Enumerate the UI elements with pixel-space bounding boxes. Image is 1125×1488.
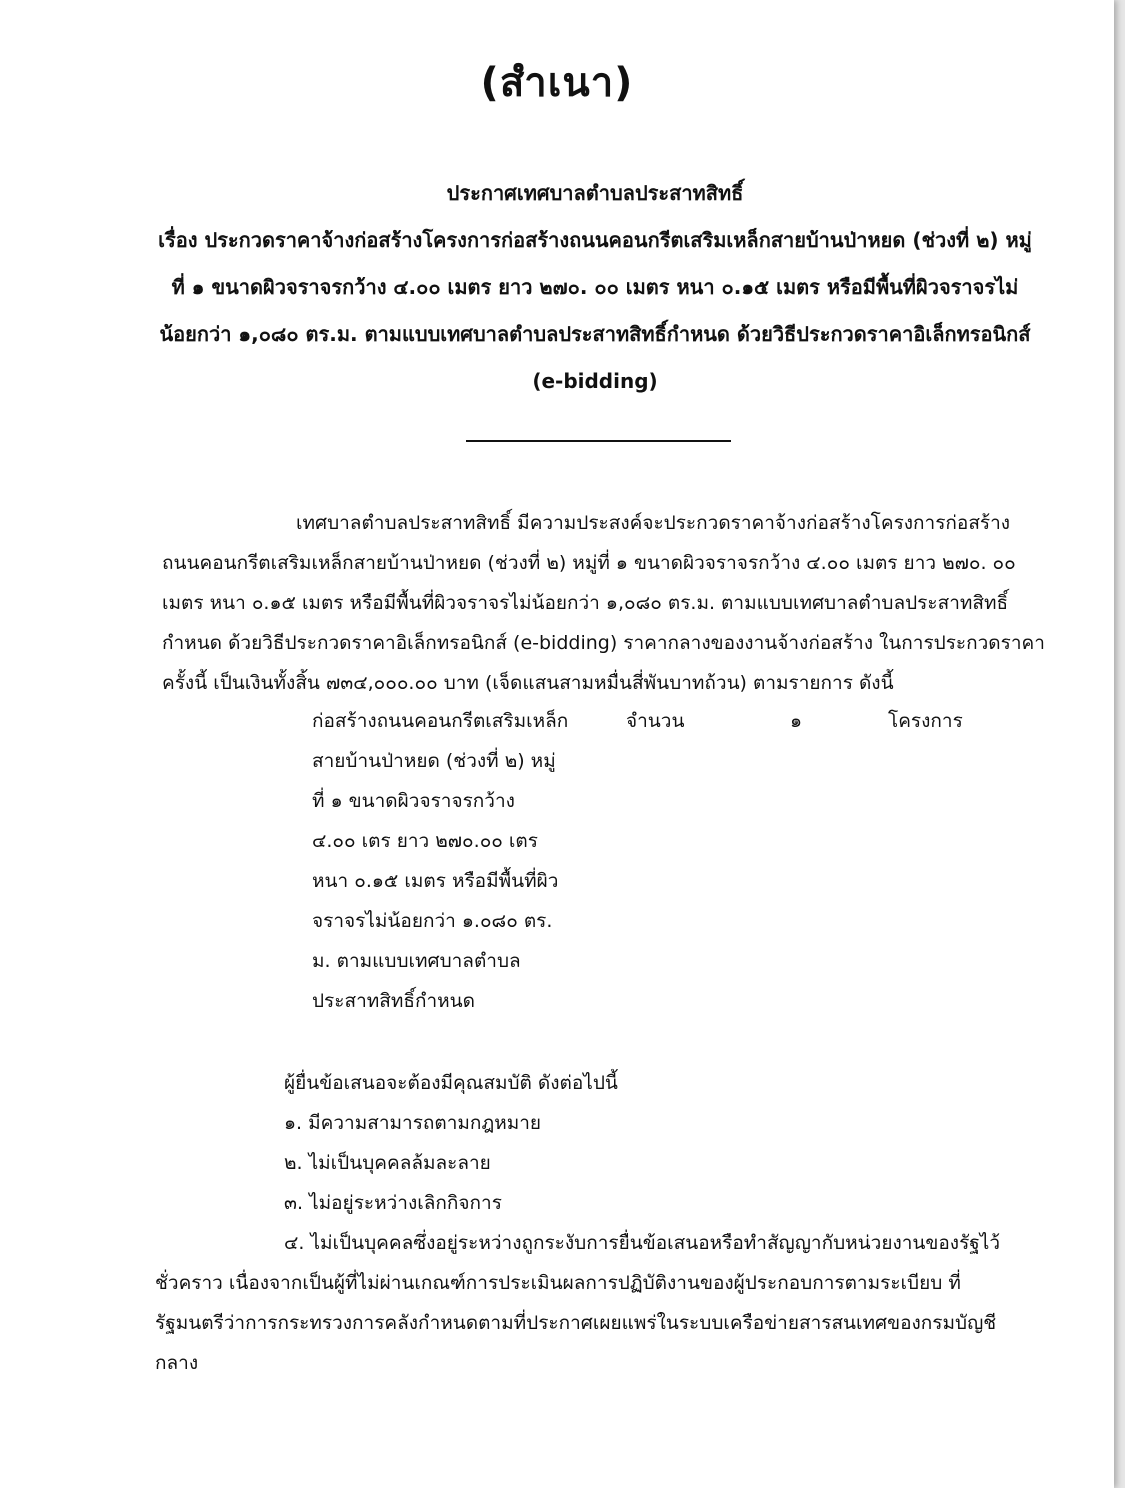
- item-quantity-label: จำนวน: [626, 710, 685, 732]
- item-description-line: ที่ ๑ ขนาดผิวจราจรกว้าง: [312, 790, 515, 812]
- body-line: ครั้งนี้ เป็นเงินทั้งสิ้น ๗๓๔,๐๐๐.๐๐ บาท (เจ็ดแสนสามหมื่นสี่พันบาทถ้วน) ตามรายการ ดังนี้: [162, 672, 894, 694]
- qualifications-intro: ผู้ยื่นข้อเสนอจะต้องมีคุณสมบัติ ดังต่อไปนี้: [284, 1072, 618, 1094]
- heading-divider: [466, 440, 731, 442]
- qualification-item: ๓. ไม่อยู่ระหว่างเลิกกิจการ: [284, 1192, 502, 1214]
- heading-line: เรื่อง ประกวดราคาจ้างก่อสร้างโครงการก่อสร้างถนนคอนกรีตเสริมเหล็กสายบ้านป่าหยด (ช่วงที่ ๒) หมู่: [158, 228, 1032, 252]
- item-quantity: ๑: [790, 710, 803, 732]
- heading-line: ที่ ๑ ขนาดผิวจราจรกว้าง ๔.๐๐ เมตร ยาว ๒๗๐. ๐๐ เมตร หนา ๐.๑๕ เมตร หรือมีพื้นที่ผิวจราจรไม่: [171, 275, 1019, 299]
- qualification-item-4-line: ๔. ไม่เป็นบุคคลซึ่งอยู่ระหว่างถูกระงับการยื่นข้อเสนอหรือทำสัญญากับหน่วยงานของรัฐไว้: [284, 1232, 1000, 1254]
- body-line: เทศบาลตำบลประสาทสิทธิ์ มีความประสงค์จะประกวดราคาจ้างก่อสร้างโครงการก่อสร้าง: [296, 512, 1011, 534]
- item-description-line: ม. ตามแบบเทศบาลตำบล: [312, 950, 521, 972]
- item-description-line: ก่อสร้างถนนคอนกรีตเสริมเหล็ก: [312, 710, 569, 732]
- heading-line: (e-bidding): [532, 369, 658, 393]
- body-line: ถนนคอนกรีตเสริมเหล็กสายบ้านป่าหยด (ช่วงที่ ๒) หมู่ที่ ๑ ขนาดผิวจราจรกว้าง ๔.๐๐ เมตร ยาว ๒๗๐. ๐๐: [162, 552, 1016, 574]
- qualification-item: ๒. ไม่เป็นบุคคลล้มละลาย: [284, 1152, 491, 1174]
- body-line: กำหนด ด้วยวิธีประกวดราคาอิเล็กทรอนิกส์ (e-bidding) ราคากลางของงานจ้างก่อสร้าง ในการประกวดราคา: [162, 632, 1045, 654]
- item-unit: โครงการ: [888, 710, 963, 732]
- item-description-line: ๔.๐๐ เตร ยาว ๒๗๐.๐๐ เตร: [312, 830, 538, 852]
- item-description-line: หนา ๐.๑๕ เมตร หรือมีพื้นที่ผิว: [312, 870, 559, 892]
- qualification-item: ๑. มีความสามารถตามกฎหมาย: [284, 1112, 542, 1134]
- item-description-line: ประสาทสิทธิ์กำหนด: [312, 990, 476, 1012]
- qualification-item-4-line: กลาง: [155, 1352, 199, 1374]
- copy-mark-title: (สำเนา): [480, 60, 634, 106]
- body-line: เมตร หนา ๐.๑๕ เมตร หรือมีพื้นที่ผิวจราจรไม่น้อยกว่า ๑,๐๘๐ ตร.ม. ตามแบบเทศบาลตำบลประสาทสิทธิ์: [162, 592, 1009, 614]
- qualification-item-4-line: ชั่วคราว เนื่องจากเป็นผู้ที่ไม่ผ่านเกณฑ์การประเมินผลการปฏิบัติงานของผู้ประกอบการตามระเบียบ ที่: [155, 1272, 961, 1294]
- announcement-heading: [150, 170, 1040, 405]
- heading-line: น้อยกว่า ๑,๐๘๐ ตร.ม. ตามแบบเทศบาลตำบลประสาทสิทธิ์กำหนด ด้วยวิธีประกวดราคาอิเล็กทรอนิกส์: [159, 322, 1031, 346]
- qualification-item-4-line: รัฐมนตรีว่าการกระทรวงการคลังกำหนดตามที่ประกาศเผยแพร่ในระบบเครือข่ายสารสนเทศของกรมบัญชี: [155, 1312, 997, 1334]
- item-description-line: จราจรไม่น้อยกว่า ๑.๐๘๐ ตร.: [312, 910, 553, 932]
- heading-line: ประกาศเทศบาลตำบลประสาทสิทธิ์: [446, 181, 744, 205]
- item-description-line: สายบ้านป่าหยด (ช่วงที่ ๒) หมู่: [312, 750, 556, 772]
